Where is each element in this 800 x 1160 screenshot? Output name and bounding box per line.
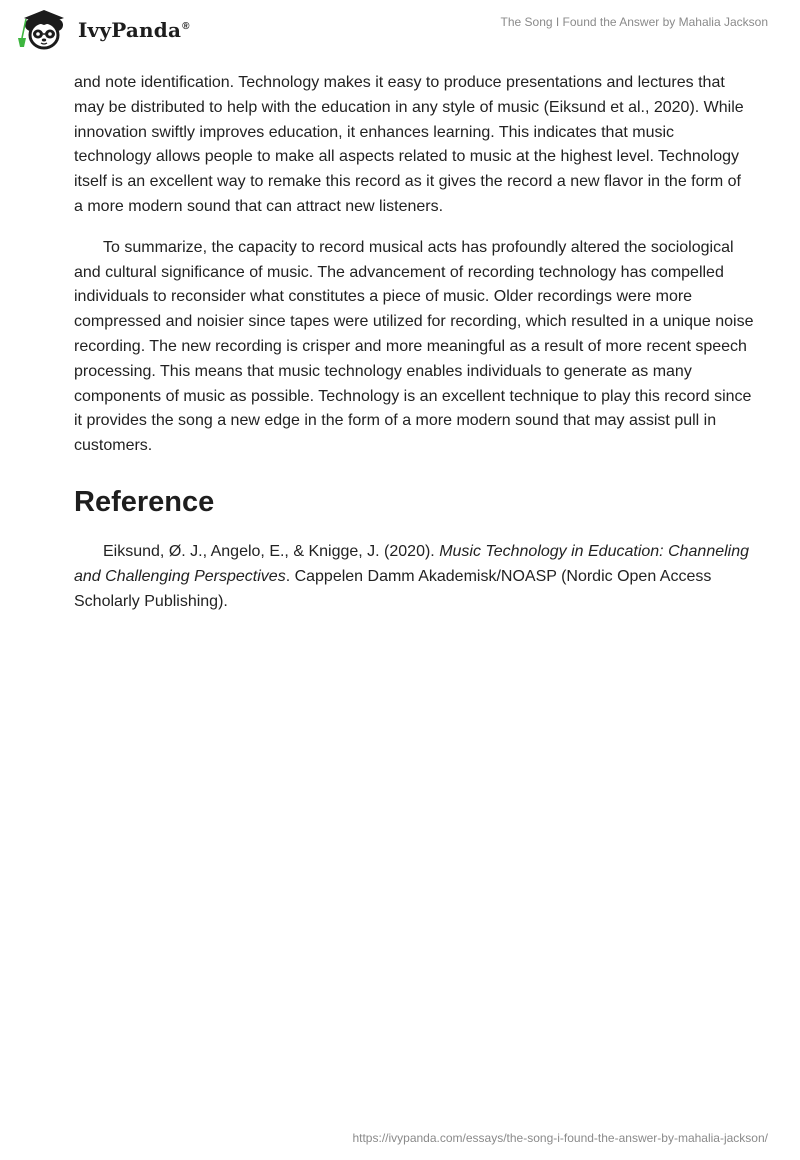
page-header (0, 0, 800, 60)
running-title: The Song I Found the Answer by Mahalia Jackson (500, 15, 768, 29)
paragraph: To summarize, the capacity to record musical acts has profoundly altered the sociological and cultural significance of music. The advancement of recording technology has compelled individuals to reconsider what constitutes a piece of music. Older recordings were more compressed and noisier since tapes were utilized for recording, which resulted in a unique noise recording. The new recording is crisper and more meaningful as a result of more recent speech processing. This means that music technology enables individuals to generate as many components of music as possible. Technology is an excellent technique to play this record since it provides the song a new edge in the form of a more modern sound that may assist pull in customers. (74, 238, 754, 455)
reference-entry (74, 540, 754, 614)
reference-authors: Eiksund, Ø. J., Angelo, E., & Knigge, J. (2020). (103, 542, 440, 560)
registered-mark: ® (182, 21, 190, 33)
reference-heading: Reference (74, 485, 215, 518)
essay-content (74, 71, 754, 614)
source-url[interactable]: https://ivypanda.com/essays/the-song-i-found-the-answer-by-mahalia-jackson/ (352, 1131, 768, 1145)
brand-name: IvyPanda® (78, 18, 190, 42)
panda-graduate-icon (14, 8, 74, 52)
reference-publisher: . Cappelen Damm Akademisk/NOASP (Nordic Open Access Scholarly Publishing). (74, 567, 712, 610)
paragraph: and note identification. Technology makes it easy to produce presentations and lectures that may be distributed to help with the education in any style of music (Eiksund et al., 2020). While innovation swiftly improves education, it enhances learning. This indicates that music technology allows people to make all aspects related to music at the highest level. Technology itself is an excellent way to remake this record as it gives the record a new flavor in the form of a more modern sound that can attract new listeners. (74, 74, 744, 215)
reference-title: Music Technology in Education: Channeling and Challenging Perspectives (74, 542, 750, 585)
ivypanda-logo[interactable] (14, 8, 190, 52)
